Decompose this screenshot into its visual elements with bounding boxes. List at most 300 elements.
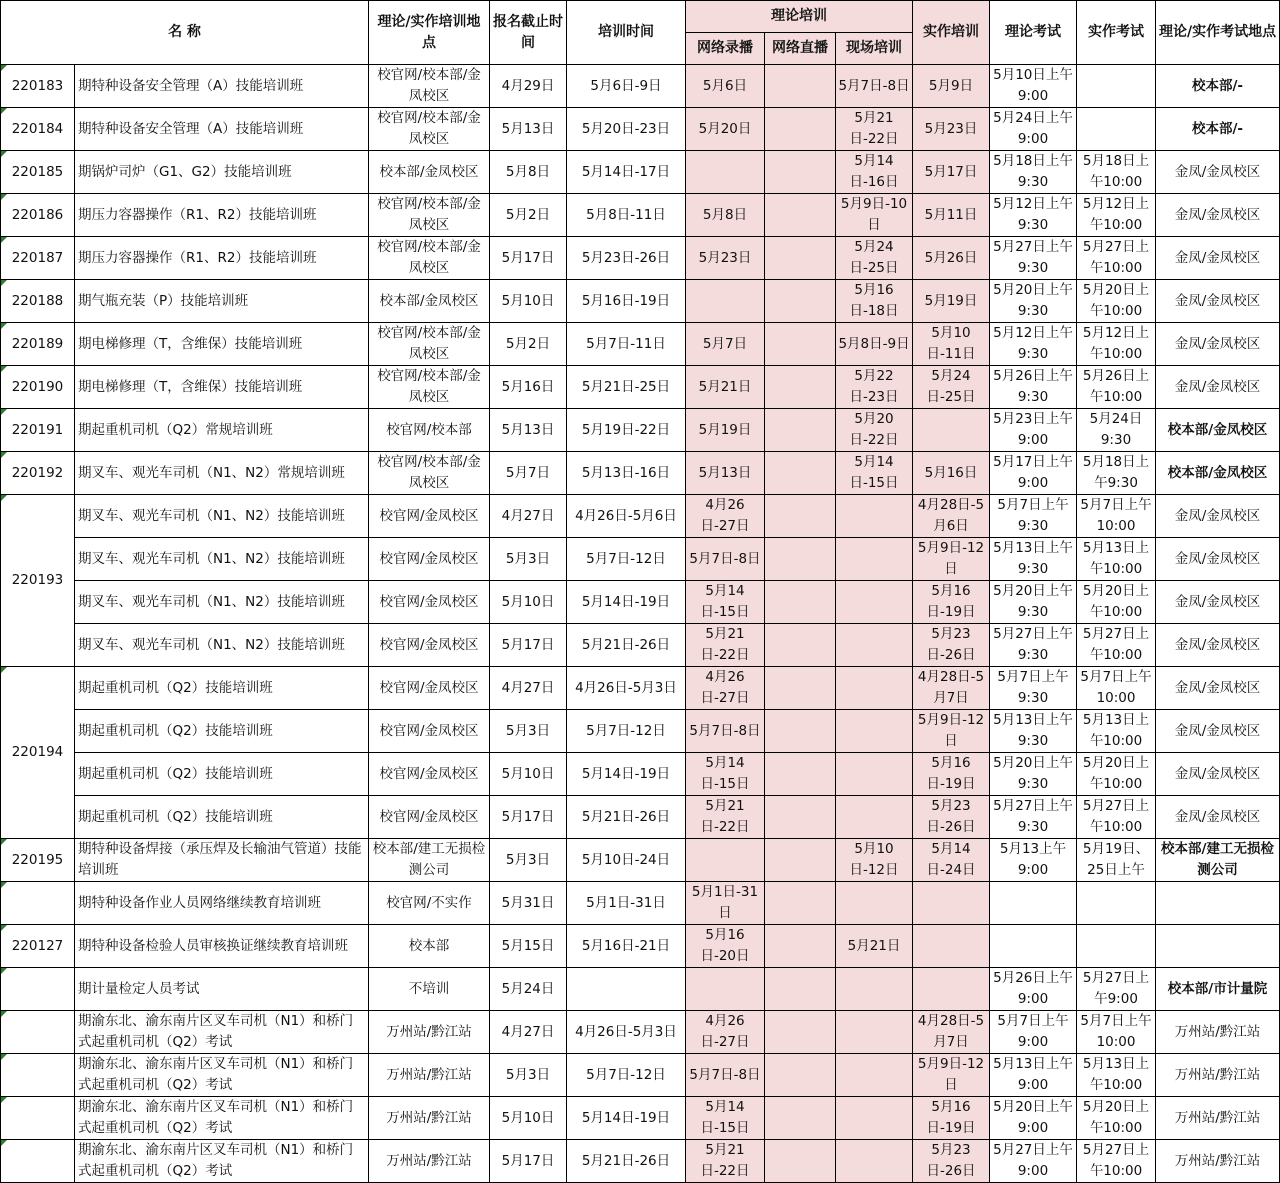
cell-practical-exam: 5月13日上午10:00 xyxy=(1077,1054,1156,1097)
cell-exam-location: 金凤/金凤校区 xyxy=(1156,237,1280,280)
cell-exam-location: 金凤/金凤校区 xyxy=(1156,624,1280,667)
cell-code xyxy=(1,1097,75,1140)
cell-code xyxy=(1,1054,75,1097)
cell-deadline: 4月27日 xyxy=(490,495,567,538)
cell-train-location: 不培训 xyxy=(369,968,490,1011)
cell-train-time: 5月16日-19日 xyxy=(567,280,686,323)
cell-onsite: 5月9日-10日 xyxy=(836,194,913,237)
cell-practical-exam: 5月13日上午10:00 xyxy=(1077,538,1156,581)
cell-exam-location xyxy=(1156,882,1280,925)
cell-theory-exam: 5月26日上午9:00 xyxy=(990,968,1077,1011)
cell-online-live xyxy=(765,710,836,753)
cell-train-time: 5月14日-19日 xyxy=(567,581,686,624)
cell-train-location: 校官网/校本部/金凤校区 xyxy=(369,65,490,108)
header-online-recorded: 网络录播 xyxy=(686,33,765,65)
cell-onsite: 5月21日-22日 xyxy=(836,108,913,151)
cell-name: 期叉车、观光车司机（N1、N2）技能培训班 xyxy=(75,495,369,538)
cell-deadline: 5月13日 xyxy=(490,409,567,452)
table-row xyxy=(1,882,1280,925)
cell-train-location: 校官网/不实作 xyxy=(369,882,490,925)
cell-onsite: 5月14日-16日 xyxy=(836,151,913,194)
cell-name: 期特种设备安全管理（A）技能培训班 xyxy=(75,65,369,108)
cell-code: 220185 xyxy=(1,151,75,194)
cell-onsite: 5月10日-12日 xyxy=(836,839,913,882)
cell-exam-location: 金凤/金凤校区 xyxy=(1156,280,1280,323)
cell-name: 期起重机司机（Q2）技能培训班 xyxy=(75,667,369,710)
cell-online-live xyxy=(765,925,836,968)
cell-name: 期压力容器操作（R1、R2）技能培训班 xyxy=(75,237,369,280)
cell-practical-exam xyxy=(1077,882,1156,925)
cell-practical-training: 5月24日-25日 xyxy=(913,366,990,409)
cell-deadline: 4月29日 xyxy=(490,65,567,108)
table-row xyxy=(1,1140,1280,1183)
cell-code: 220183 xyxy=(1,65,75,108)
table-row xyxy=(1,280,1280,323)
cell-theory-exam: 5月13日上午9:30 xyxy=(990,538,1077,581)
cell-train-time: 4月26日-5月3日 xyxy=(567,1011,686,1054)
cell-name: 期特种设备检验人员审核换证继续教育培训班 xyxy=(75,925,369,968)
cell-practical-exam xyxy=(1077,925,1156,968)
cell-exam-location: 金凤/金凤校区 xyxy=(1156,710,1280,753)
cell-online-recorded: 5月6日 xyxy=(686,65,765,108)
cell-online-recorded: 4月26日-27日 xyxy=(686,495,765,538)
cell-online-live xyxy=(765,538,836,581)
header-practical-training: 实作培训 xyxy=(913,1,990,65)
cell-theory-exam: 5月13上午9:00 xyxy=(990,839,1077,882)
cell-name: 期起重机司机（Q2）技能培训班 xyxy=(75,796,369,839)
cell-onsite xyxy=(836,581,913,624)
cell-theory-exam: 5月7日上午9:30 xyxy=(990,667,1077,710)
cell-theory-exam: 5月7日上午9:00 xyxy=(990,1011,1077,1054)
cell-deadline: 5月17日 xyxy=(490,796,567,839)
table-row xyxy=(1,667,1280,710)
cell-online-live xyxy=(765,108,836,151)
cell-exam-location: 校本部/市计量院 xyxy=(1156,968,1280,1011)
table-row xyxy=(1,108,1280,151)
cell-deadline: 5月10日 xyxy=(490,753,567,796)
table-row xyxy=(1,194,1280,237)
cell-online-recorded: 5月7日-8日 xyxy=(686,710,765,753)
header-name: 名 称 xyxy=(1,1,369,65)
cell-exam-location: 金凤/金凤校区 xyxy=(1156,753,1280,796)
cell-train-location: 校官网/校本部/金凤校区 xyxy=(369,237,490,280)
cell-code: 220189 xyxy=(1,323,75,366)
cell-train-location: 校本部/金凤校区 xyxy=(369,151,490,194)
cell-online-recorded: 5月21日-22日 xyxy=(686,624,765,667)
cell-deadline: 5月8日 xyxy=(490,151,567,194)
cell-deadline: 5月2日 xyxy=(490,323,567,366)
cell-practical-exam: 5月27日上午10:00 xyxy=(1077,1140,1156,1183)
cell-train-location: 校官网/校本部/金凤校区 xyxy=(369,366,490,409)
cell-online-live xyxy=(765,753,836,796)
cell-deadline: 5月2日 xyxy=(490,194,567,237)
cell-exam-location: 金凤/金凤校区 xyxy=(1156,581,1280,624)
cell-name: 期电梯修理（T，含维保）技能培训班 xyxy=(75,366,369,409)
cell-online-recorded xyxy=(686,280,765,323)
cell-practical-exam: 5月19日、25日上午 xyxy=(1077,839,1156,882)
cell-theory-exam: 5月12日上午9:30 xyxy=(990,323,1077,366)
cell-train-time: 5月14日-19日 xyxy=(567,1097,686,1140)
cell-theory-exam xyxy=(990,882,1077,925)
cell-train-location: 校官网/金凤校区 xyxy=(369,667,490,710)
cell-online-live xyxy=(765,237,836,280)
cell-deadline: 5月17日 xyxy=(490,1140,567,1183)
table-row xyxy=(1,323,1280,366)
cell-online-live xyxy=(765,65,836,108)
cell-practical-exam: 5月20日上午10:00 xyxy=(1077,753,1156,796)
cell-online-recorded: 5月21日-22日 xyxy=(686,1140,765,1183)
cell-practical-training: 5月23日-26日 xyxy=(913,796,990,839)
cell-onsite: 5月22日-23日 xyxy=(836,366,913,409)
cell-practical-training: 5月16日-19日 xyxy=(913,753,990,796)
cell-practical-training: 5月9日 xyxy=(913,65,990,108)
cell-name: 期特种设备焊接（承压焊及长输油气管道）技能培训班 xyxy=(75,839,369,882)
cell-practical-exam: 5月27日上午10:00 xyxy=(1077,796,1156,839)
cell-theory-exam: 5月20日上午9:00 xyxy=(990,1097,1077,1140)
cell-name: 期锅炉司炉（G1、G2）技能培训班 xyxy=(75,151,369,194)
cell-practical-exam: 5月20日上午10:00 xyxy=(1077,280,1156,323)
cell-train-time: 5月7日-11日 xyxy=(567,323,686,366)
cell-theory-exam: 5月18日上午9:30 xyxy=(990,151,1077,194)
cell-practical-exam: 5月26日上午10:00 xyxy=(1077,366,1156,409)
cell-online-recorded xyxy=(686,151,765,194)
cell-onsite: 5月8日-9日 xyxy=(836,323,913,366)
cell-online-recorded: 5月14日-15日 xyxy=(686,753,765,796)
table-row xyxy=(1,538,1280,581)
cell-name: 期计量检定人员考试 xyxy=(75,968,369,1011)
cell-name: 期压力容器操作（R1、R2）技能培训班 xyxy=(75,194,369,237)
cell-theory-exam: 5月24日上午9:00 xyxy=(990,108,1077,151)
cell-online-live xyxy=(765,1140,836,1183)
cell-exam-location: 金凤/金凤校区 xyxy=(1156,323,1280,366)
cell-train-time: 5月7日-12日 xyxy=(567,538,686,581)
cell-practical-training: 5月23日-26日 xyxy=(913,1140,990,1183)
cell-name: 期起重机司机（Q2）常规培训班 xyxy=(75,409,369,452)
cell-practical-training: 5月16日-19日 xyxy=(913,581,990,624)
cell-online-live xyxy=(765,882,836,925)
cell-code: 220193 xyxy=(1,495,75,667)
cell-practical-training: 4月28日-5月6日 xyxy=(913,495,990,538)
cell-code: 220190 xyxy=(1,366,75,409)
cell-code: 220195 xyxy=(1,839,75,882)
cell-name: 期特种设备作业人员网络继续教育培训班 xyxy=(75,882,369,925)
cell-onsite xyxy=(836,753,913,796)
cell-practical-exam: 5月13日上午10:00 xyxy=(1077,710,1156,753)
cell-train-location: 校官网/金凤校区 xyxy=(369,710,490,753)
cell-deadline: 5月13日 xyxy=(490,108,567,151)
cell-theory-exam: 5月20日上午9:30 xyxy=(990,280,1077,323)
cell-theory-exam: 5月10日上午9:00 xyxy=(990,65,1077,108)
cell-practical-training: 5月10日-11日 xyxy=(913,323,990,366)
table-row xyxy=(1,753,1280,796)
cell-code: 220187 xyxy=(1,237,75,280)
cell-deadline: 5月15日 xyxy=(490,925,567,968)
cell-online-recorded: 5月19日 xyxy=(686,409,765,452)
cell-online-live xyxy=(765,495,836,538)
cell-onsite: 5月24日-25日 xyxy=(836,237,913,280)
cell-online-recorded xyxy=(686,839,765,882)
cell-code xyxy=(1,1011,75,1054)
cell-train-time: 5月7日-12日 xyxy=(567,710,686,753)
cell-online-recorded: 5月14日-15日 xyxy=(686,581,765,624)
cell-exam-location: 校本部/金凤校区 xyxy=(1156,452,1280,495)
cell-practical-training xyxy=(913,968,990,1011)
cell-online-recorded: 5月14日-15日 xyxy=(686,1097,765,1140)
cell-exam-location: 金凤/金凤校区 xyxy=(1156,151,1280,194)
table-row xyxy=(1,65,1280,108)
table-row xyxy=(1,1097,1280,1140)
cell-deadline: 5月31日 xyxy=(490,882,567,925)
cell-train-location: 万州站/黔江站 xyxy=(369,1054,490,1097)
cell-onsite xyxy=(836,1097,913,1140)
cell-deadline: 5月10日 xyxy=(490,280,567,323)
table-row xyxy=(1,968,1280,1011)
cell-practical-training: 5月26日 xyxy=(913,237,990,280)
cell-deadline: 5月3日 xyxy=(490,710,567,753)
cell-train-time: 5月8日-11日 xyxy=(567,194,686,237)
cell-exam-location: 金凤/金凤校区 xyxy=(1156,366,1280,409)
cell-practical-exam: 5月7日上午10:00 xyxy=(1077,1011,1156,1054)
cell-train-location: 校官网/校本部 xyxy=(369,409,490,452)
cell-train-time: 5月21日-26日 xyxy=(567,1140,686,1183)
cell-name: 期叉车、观光车司机（N1、N2）常规培训班 xyxy=(75,452,369,495)
cell-onsite xyxy=(836,796,913,839)
cell-deadline: 5月10日 xyxy=(490,1097,567,1140)
cell-code: 220186 xyxy=(1,194,75,237)
cell-online-recorded: 5月21日-22日 xyxy=(686,796,765,839)
table-row xyxy=(1,452,1280,495)
cell-train-time: 5月6日-9日 xyxy=(567,65,686,108)
cell-train-time: 5月23日-26日 xyxy=(567,237,686,280)
cell-theory-exam: 5月17日上午9:00 xyxy=(990,452,1077,495)
cell-practical-exam: 5月18日上午10:00 xyxy=(1077,151,1156,194)
cell-theory-exam: 5月26日上午9:30 xyxy=(990,366,1077,409)
cell-code: 220127 xyxy=(1,925,75,968)
cell-practical-exam: 5月20日上午10:00 xyxy=(1077,581,1156,624)
cell-code xyxy=(1,1140,75,1183)
cell-practical-training xyxy=(913,409,990,452)
cell-online-recorded: 5月16日-20日 xyxy=(686,925,765,968)
cell-name: 期叉车、观光车司机（N1、N2）技能培训班 xyxy=(75,581,369,624)
cell-online-live xyxy=(765,280,836,323)
cell-online-recorded: 4月26日-27日 xyxy=(686,667,765,710)
cell-code: 220188 xyxy=(1,280,75,323)
cell-online-live xyxy=(765,624,836,667)
cell-online-recorded: 5月23日 xyxy=(686,237,765,280)
table-row xyxy=(1,710,1280,753)
cell-onsite xyxy=(836,968,913,1011)
cell-train-location: 校官网/金凤校区 xyxy=(369,581,490,624)
cell-train-location: 校官网/校本部/金凤校区 xyxy=(369,194,490,237)
cell-code: 220192 xyxy=(1,452,75,495)
cell-exam-location: 校本部/- xyxy=(1156,108,1280,151)
cell-theory-exam: 5月20日上午9:30 xyxy=(990,753,1077,796)
cell-practical-exam: 5月27日上午10:00 xyxy=(1077,624,1156,667)
cell-practical-exam: 5月27日上午9:00 xyxy=(1077,968,1156,1011)
cell-onsite xyxy=(836,1054,913,1097)
cell-onsite: 5月7日-8日 xyxy=(836,65,913,108)
cell-deadline: 5月3日 xyxy=(490,1054,567,1097)
cell-practical-exam: 5月7日上午10:00 xyxy=(1077,667,1156,710)
cell-train-location: 校本部/金凤校区 xyxy=(369,280,490,323)
cell-online-recorded: 5月7日 xyxy=(686,323,765,366)
cell-practical-training: 4月28日-5月7日 xyxy=(913,667,990,710)
cell-train-location: 校官网/校本部/金凤校区 xyxy=(369,452,490,495)
header-exam-location: 理论/实作考试地点 xyxy=(1156,1,1280,65)
table-body xyxy=(1,65,1280,1183)
cell-practical-exam xyxy=(1077,65,1156,108)
cell-theory-exam: 5月27日上午9:30 xyxy=(990,237,1077,280)
cell-practical-training: 5月14日-24日 xyxy=(913,839,990,882)
cell-train-location: 校官网/金凤校区 xyxy=(369,538,490,581)
cell-train-location: 校官网/校本部/金凤校区 xyxy=(369,323,490,366)
cell-train-time: 4月26日-5月6日 xyxy=(567,495,686,538)
cell-online-recorded: 5月13日 xyxy=(686,452,765,495)
cell-train-location: 万州站/黔江站 xyxy=(369,1140,490,1183)
cell-deadline: 5月7日 xyxy=(490,452,567,495)
cell-online-recorded: 5月7日-8日 xyxy=(686,538,765,581)
cell-practical-exam: 5月12日上午10:00 xyxy=(1077,323,1156,366)
cell-practical-training: 5月17日 xyxy=(913,151,990,194)
cell-exam-location: 金凤/金凤校区 xyxy=(1156,538,1280,581)
cell-code: 220191 xyxy=(1,409,75,452)
cell-name: 期特种设备安全管理（A）技能培训班 xyxy=(75,108,369,151)
cell-online-live xyxy=(765,452,836,495)
table-row xyxy=(1,796,1280,839)
cell-train-time xyxy=(567,968,686,1011)
cell-onsite xyxy=(836,1011,913,1054)
cell-train-time: 5月20日-23日 xyxy=(567,108,686,151)
cell-name: 期气瓶充装（P）技能培训班 xyxy=(75,280,369,323)
cell-online-live xyxy=(765,1011,836,1054)
cell-exam-location: 万州站/黔江站 xyxy=(1156,1054,1280,1097)
cell-onsite xyxy=(836,710,913,753)
cell-train-time: 5月14日-17日 xyxy=(567,151,686,194)
cell-exam-location: 校本部/- xyxy=(1156,65,1280,108)
cell-practical-exam: 5月12日上午10:00 xyxy=(1077,194,1156,237)
cell-exam-location: 金凤/金凤校区 xyxy=(1156,667,1280,710)
cell-practical-training: 5月16日-19日 xyxy=(913,1097,990,1140)
cell-exam-location: 金凤/金凤校区 xyxy=(1156,194,1280,237)
cell-train-time: 5月19日-22日 xyxy=(567,409,686,452)
cell-online-live xyxy=(765,409,836,452)
header-train-location: 理论/实作培训地点 xyxy=(369,1,490,65)
table-row xyxy=(1,151,1280,194)
cell-practical-training: 5月23日-26日 xyxy=(913,624,990,667)
cell-code xyxy=(1,968,75,1011)
cell-train-location: 校本部 xyxy=(369,925,490,968)
cell-theory-exam: 5月12日上午9:30 xyxy=(990,194,1077,237)
header-train-time: 培训时间 xyxy=(567,1,686,65)
cell-name: 期渝东北、渝东南片区叉车司机（N1）和桥门式起重机司机（Q2）考试 xyxy=(75,1054,369,1097)
cell-name: 期渝东北、渝东南片区叉车司机（N1）和桥门式起重机司机（Q2）考试 xyxy=(75,1097,369,1140)
cell-name: 期电梯修理（T，含维保）技能培训班 xyxy=(75,323,369,366)
cell-online-recorded: 5月20日 xyxy=(686,108,765,151)
cell-online-live xyxy=(765,667,836,710)
cell-practical-training: 5月23日 xyxy=(913,108,990,151)
cell-deadline: 4月27日 xyxy=(490,667,567,710)
cell-train-time: 5月21日-26日 xyxy=(567,796,686,839)
cell-onsite xyxy=(836,624,913,667)
cell-online-live xyxy=(765,968,836,1011)
cell-deadline: 5月24日 xyxy=(490,968,567,1011)
table-row xyxy=(1,366,1280,409)
cell-online-live xyxy=(765,796,836,839)
cell-onsite: 5月20日-22日 xyxy=(836,409,913,452)
cell-deadline: 5月16日 xyxy=(490,366,567,409)
cell-online-live xyxy=(765,581,836,624)
cell-practical-exam: 5月7日上午10:00 xyxy=(1077,495,1156,538)
table-row xyxy=(1,1011,1280,1054)
cell-practical-training: 5月11日 xyxy=(913,194,990,237)
table-row xyxy=(1,624,1280,667)
cell-theory-exam: 5月23日上午9:00 xyxy=(990,409,1077,452)
cell-onsite: 5月21日 xyxy=(836,925,913,968)
table-row xyxy=(1,495,1280,538)
cell-onsite: 5月16日-18日 xyxy=(836,280,913,323)
cell-online-live xyxy=(765,366,836,409)
cell-practical-training xyxy=(913,925,990,968)
cell-online-live xyxy=(765,194,836,237)
header-onsite: 现场培训 xyxy=(836,33,913,65)
cell-practical-training: 5月9日-12日 xyxy=(913,1054,990,1097)
cell-train-time: 5月21日-26日 xyxy=(567,624,686,667)
cell-deadline: 5月3日 xyxy=(490,538,567,581)
cell-train-location: 校本部/建工无损检测公司 xyxy=(369,839,490,882)
cell-exam-location xyxy=(1156,925,1280,968)
cell-train-time: 5月7日-12日 xyxy=(567,1054,686,1097)
cell-onsite xyxy=(836,667,913,710)
cell-online-live xyxy=(765,1097,836,1140)
cell-practical-exam: 5月20日上午10:00 xyxy=(1077,1097,1156,1140)
cell-exam-location: 金凤/金凤校区 xyxy=(1156,495,1280,538)
cell-train-time: 5月16日-21日 xyxy=(567,925,686,968)
cell-code: 220184 xyxy=(1,108,75,151)
cell-train-time: 5月10日-24日 xyxy=(567,839,686,882)
header-online-live: 网络直播 xyxy=(765,33,836,65)
cell-deadline: 5月17日 xyxy=(490,624,567,667)
cell-online-live xyxy=(765,323,836,366)
cell-code xyxy=(1,882,75,925)
cell-train-location: 校官网/校本部/金凤校区 xyxy=(369,108,490,151)
cell-theory-exam: 5月27日上午9:00 xyxy=(990,1140,1077,1183)
cell-online-live xyxy=(765,151,836,194)
cell-name: 期叉车、观光车司机（N1、N2）技能培训班 xyxy=(75,538,369,581)
cell-name: 期起重机司机（Q2）技能培训班 xyxy=(75,710,369,753)
cell-name: 期起重机司机（Q2）技能培训班 xyxy=(75,753,369,796)
cell-code: 220194 xyxy=(1,667,75,839)
cell-practical-exam xyxy=(1077,108,1156,151)
table-row xyxy=(1,237,1280,280)
cell-exam-location: 万州站/黔江站 xyxy=(1156,1011,1280,1054)
cell-online-recorded xyxy=(686,968,765,1011)
cell-theory-exam xyxy=(990,925,1077,968)
cell-practical-training: 5月9日-12日 xyxy=(913,538,990,581)
table-row xyxy=(1,839,1280,882)
cell-exam-location: 校本部/金凤校区 xyxy=(1156,409,1280,452)
cell-online-live xyxy=(765,1054,836,1097)
cell-onsite xyxy=(836,495,913,538)
cell-theory-exam: 5月27日上午9:30 xyxy=(990,624,1077,667)
cell-name: 期渝东北、渝东南片区叉车司机（N1）和桥门式起重机司机（Q2）考试 xyxy=(75,1140,369,1183)
cell-deadline: 5月17日 xyxy=(490,237,567,280)
cell-theory-exam: 5月27日上午9:30 xyxy=(990,796,1077,839)
cell-practical-training xyxy=(913,882,990,925)
cell-train-location: 校官网/金凤校区 xyxy=(369,495,490,538)
table-row xyxy=(1,581,1280,624)
cell-practical-training: 5月16日 xyxy=(913,452,990,495)
cell-online-recorded: 4月26日-27日 xyxy=(686,1011,765,1054)
